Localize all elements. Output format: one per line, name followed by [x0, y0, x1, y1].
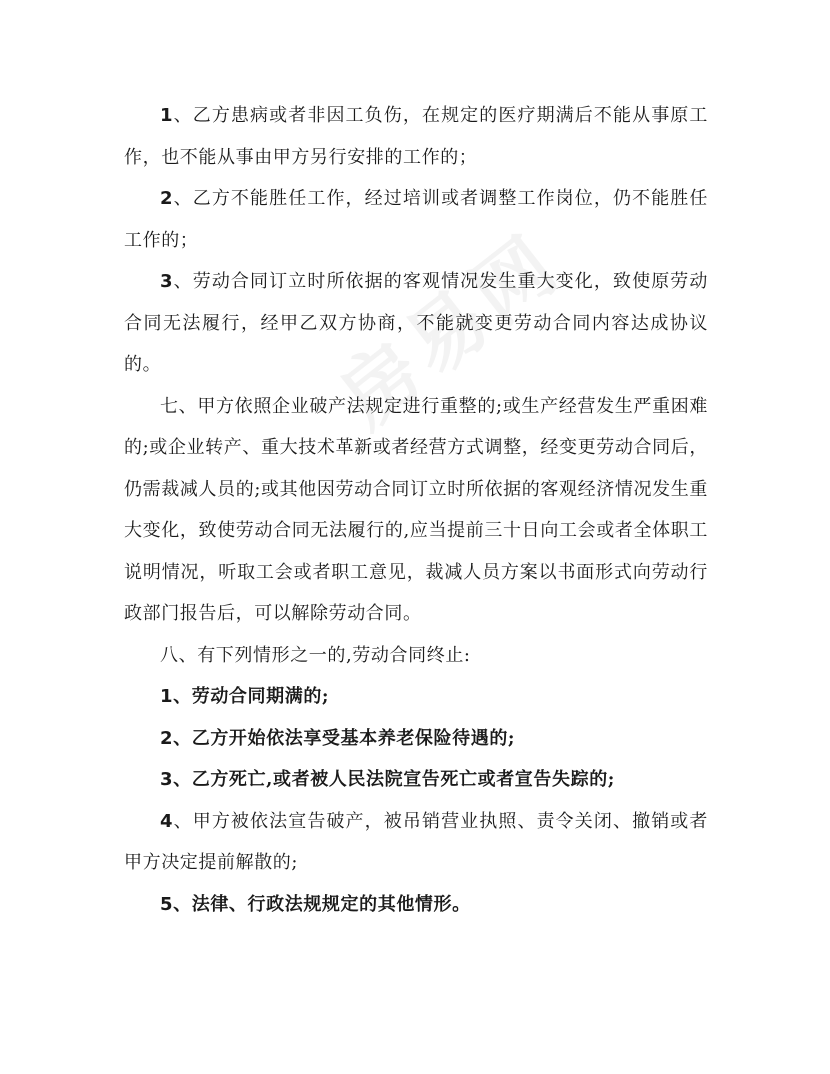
clause-paragraph [124, 95, 708, 178]
section-eight-heading [124, 635, 708, 677]
clause-text: 、乙方不能胜任工作，经过培训或者调整工作岗位，仍不能胜任工作的； [124, 188, 708, 251]
clause-number: 1 [160, 105, 174, 126]
section-seven-paragraph [124, 386, 708, 635]
clause-text: 、甲方被依法宣告破产，被吊销营业执照、责令关闭、撤销或者甲方决定提前解散的; [124, 810, 708, 873]
clause-number: 2 [160, 188, 174, 209]
clause-text: 、法律、行政法规规定的其他情形。 [173, 893, 471, 915]
clause-paragraph [124, 718, 708, 760]
document-body [124, 95, 708, 925]
clause-paragraph [124, 261, 708, 386]
clause-number: 1 [160, 686, 174, 707]
clause-text: 、乙方患病或者非因工负伤，在规定的医疗期满后不能从事原工作，也不能从事由甲方另行安排的工作的； [124, 105, 708, 168]
clause-text: 八、有下列情形之一的,劳动合同终止: [160, 644, 471, 666]
clause-text: 、劳动合同订立时所依据的客观情况发生重大变化，致使原劳动合同无法履行，经甲乙双方协商，不能就变更劳动合同内容达成协议的。 [124, 271, 708, 375]
clause-paragraph [124, 801, 708, 884]
clause-number: 4 [160, 810, 174, 832]
clause-number: 3 [160, 769, 174, 790]
clause-text: 、劳动合同期满的; [173, 686, 330, 707]
clause-text: 、乙方开始依法享受基本养老保险待遇的; [173, 727, 516, 749]
clause-paragraph [124, 884, 708, 926]
clause-text: 、乙方死亡,或者被人民法院宣告死亡或者宣告失踪的; [173, 769, 616, 790]
clause-paragraph [124, 178, 708, 261]
clause-text: 七、甲方依照企业破产法规定进行重整的;或生产经营发生严重困难的;或企业转产、重大技术革新或者经营方式调整，经变更劳动合同后，仍需裁减人员的;或其他因劳动合同订立时所依据的客观经济情况发生重大变化，致使劳动合同无法履行的,应当提前三十日向工会或者全体职工说明情况，听取工会或者职工意见，裁减人员方案以书面形式向劳动行政部门报告后，可以解除劳动合同。 [124, 395, 708, 624]
clause-paragraph [124, 676, 708, 718]
clause-number: 5 [160, 893, 174, 915]
clause-paragraph [124, 759, 708, 801]
clause-number: 2 [160, 727, 174, 749]
clause-number: 3 [160, 271, 174, 292]
